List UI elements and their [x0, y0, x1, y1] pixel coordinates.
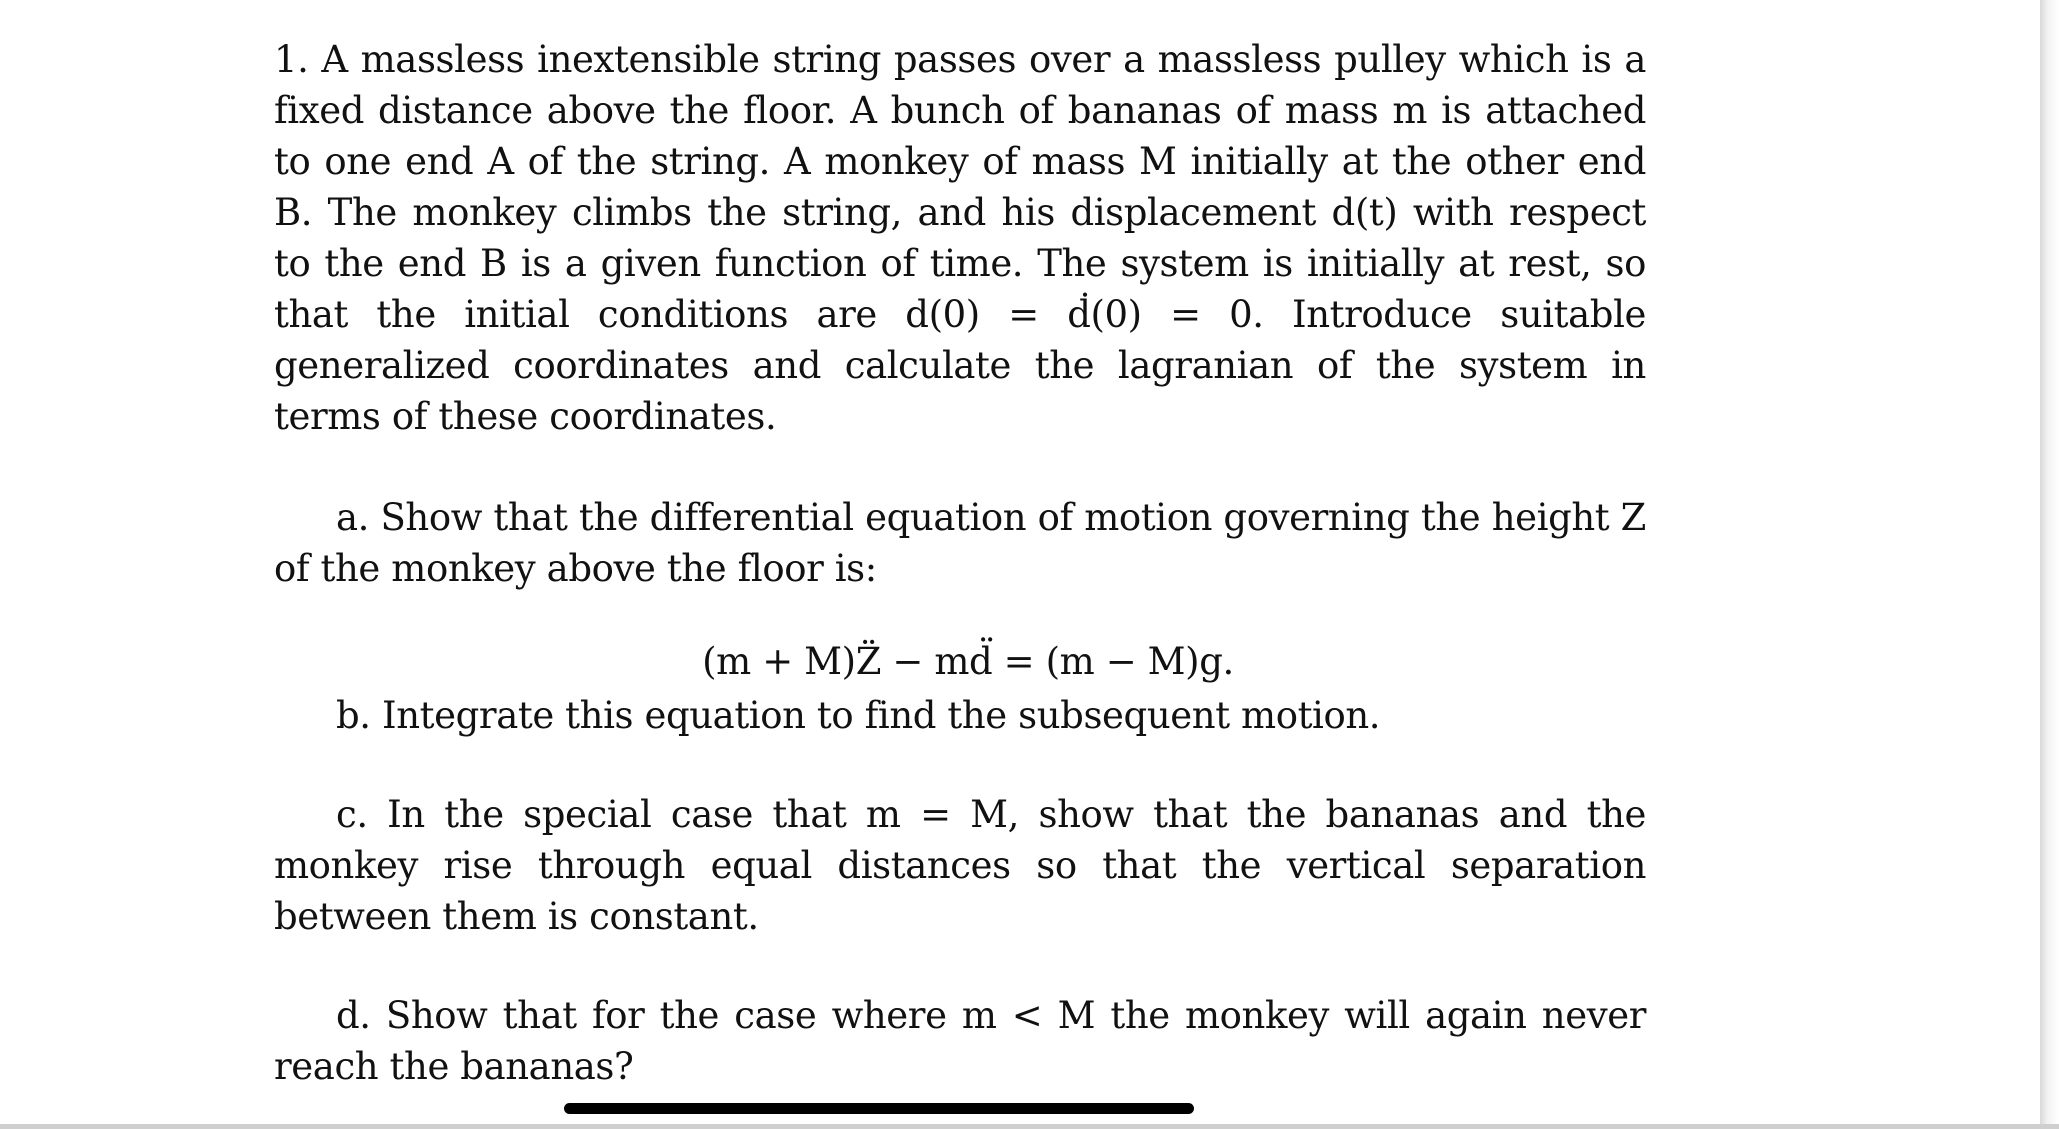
equation-of-motion: (m + M)Z̈ − md̈ = (m − M)g.: [702, 640, 1234, 683]
part-a: a. Show that the differential equation of motion governing the height Z of the monkey above the floor is:: [274, 496, 1646, 590]
page-edge-right: [2040, 0, 2059, 1129]
page-edge-bottom: [0, 1124, 2059, 1129]
part-c: c. In the special case that m = M, show that the bananas and the monkey rise through equal distances so that the vertical separation between them is constant.: [274, 793, 1646, 938]
part-d: d. Show that for the case where m < M the monkey will again never reach the bananas?: [274, 994, 1646, 1088]
part-b: b. Integrate this equation to find the subsequent motion.: [336, 694, 1381, 737]
home-indicator-bar[interactable]: [564, 1103, 1194, 1114]
problem-text: [274, 34, 1646, 1092]
problem-intro: 1. A massless inextensible string passes over a massless pulley which is a fixed distance above the floor. A bunch of bananas of mass m is attached to one end A of the string. A monkey of mass M initially at the other end B. The monkey climbs the string, and his displacement d(t) with respect to the end B is a given function of time. The system is initially at rest, so that the initial conditions are d(0) = ḋ(0) = 0. Introduce suitable generalized coordinates and calculate the lagranian of the system in terms of these coordinates.: [274, 38, 1646, 438]
